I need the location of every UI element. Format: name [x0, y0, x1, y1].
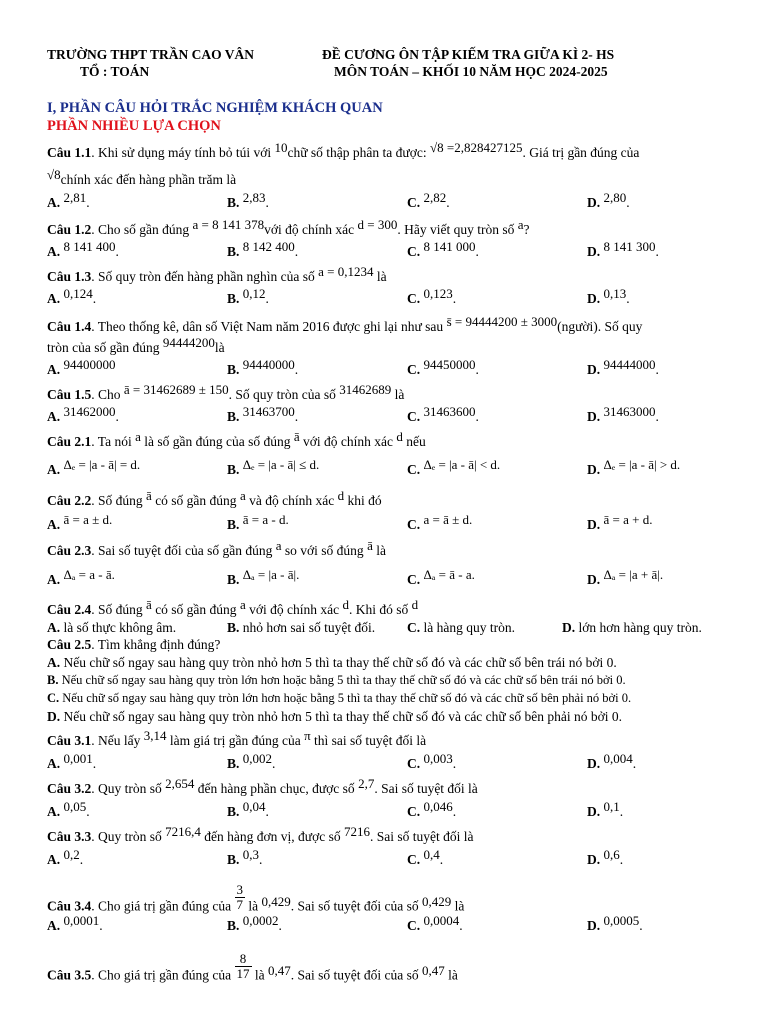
section-subheading: PHẦN NHIỀU LỰA CHỌN	[47, 118, 221, 134]
section-heading: I, PHẦN CÂU HỎI TRẮC NGHIỆM KHÁCH QUAN	[47, 100, 383, 116]
question-text: . Sai số tuyệt đối là	[374, 781, 478, 796]
math-expression: √8 =2,828427125	[429, 140, 523, 155]
options-1-5	[47, 404, 747, 425]
options-1-4	[47, 357, 747, 378]
question-text: là	[444, 967, 458, 983]
option-b: B. 2,83.	[227, 190, 269, 210]
math-expression: ā = 31462689 ± 150	[123, 382, 229, 397]
option-d: D. 94444000.	[587, 357, 659, 377]
question-text: có số gần đúng	[151, 602, 240, 617]
options-2-2	[47, 512, 747, 533]
question-text: và độ chính xác	[245, 493, 338, 508]
question-text: khi đó	[344, 493, 382, 508]
question-label: Câu 1.5	[47, 387, 92, 402]
question-text: . Sai số tuyệt đối của số gần đúng	[91, 543, 276, 558]
math-expression: 31462689	[339, 382, 392, 397]
question-text: . Cho	[91, 387, 124, 402]
question-text: . Theo thống kê, dân số Việt Nam năm 2016 được ghi lại như sau	[91, 319, 447, 334]
department-name: TỔ : TOÁN	[80, 64, 150, 79]
option-d: D. 0,6.	[587, 847, 624, 867]
question-1-4	[47, 314, 643, 334]
question-1-3	[47, 264, 387, 284]
math-expression: d	[396, 429, 403, 444]
option-d: D. 2,80.	[587, 190, 630, 210]
math-expression: a = 0,1234	[318, 264, 374, 279]
question-1-4-cont	[47, 335, 225, 355]
question-text: tròn của số gần đúng	[47, 340, 163, 355]
question-text: . Số đúng	[91, 602, 147, 617]
option-b: B. ā = a - d.	[227, 512, 289, 532]
question-text: . Sai số tuyệt đối của số	[290, 967, 422, 983]
options-3-3	[47, 847, 747, 868]
question-label: Câu 2.1	[47, 434, 92, 449]
math-expression: 7216,4	[165, 824, 201, 839]
question-text: là	[391, 387, 405, 402]
math-expression: a	[239, 488, 246, 503]
option-a: A. 0,05.	[47, 799, 90, 819]
question-text: thì sai số tuyệt đối là	[310, 733, 427, 748]
question-text: . Nếu lấy	[91, 733, 144, 748]
option-c: C. là hàng quy tròn.	[407, 620, 515, 635]
option-b: B. 31463700.	[227, 404, 299, 424]
math-expression: 3,14	[143, 728, 167, 743]
option-b: B. 0,3.	[227, 847, 263, 867]
math-expression: a = 8 141 378	[192, 217, 265, 232]
question-2-2	[47, 488, 382, 508]
question-text: . Giá trị gần đúng của	[522, 145, 640, 160]
question-text: là	[451, 898, 465, 914]
question-text: . Quy tròn số	[91, 829, 166, 844]
math-expression: a	[275, 538, 282, 553]
option-b: B. Δₐ = |a - ā|.	[227, 567, 300, 587]
question-text: . Cho giá trị gần đúng của	[91, 967, 235, 983]
options-3-2	[47, 799, 747, 820]
question-label: Câu 2.5	[47, 637, 92, 652]
question-text: là số gần đúng của số đúng	[140, 434, 294, 449]
question-label: Câu 2.4	[47, 602, 92, 617]
option-b: B. Δₑ = |a - ā| ≤ d.	[227, 457, 320, 477]
fraction: $\frac{3}{7}$	[236, 882, 243, 912]
options-1-1	[47, 190, 747, 211]
question-label: Câu 3.2	[47, 781, 92, 796]
math-expression: a	[517, 217, 524, 232]
math-expression: d = 300	[357, 217, 398, 232]
option-a: A. 2,81.	[47, 190, 90, 210]
question-2-3	[47, 538, 386, 558]
question-label: Câu 1.3	[47, 269, 92, 284]
option-d: D. lớn hơn hàng quy tròn.	[562, 620, 702, 635]
option-a: A. 0,0001.	[47, 913, 103, 933]
option-b: B. 0,002.	[227, 751, 276, 771]
option-d: D. 0,1.	[587, 799, 624, 819]
question-text: đến hàng đơn vị, được số	[200, 829, 344, 844]
question-2-5	[47, 637, 220, 652]
math-expression: 2,654	[165, 776, 195, 791]
math-expression: ā	[367, 538, 373, 553]
question-text: là	[214, 340, 225, 355]
question-text: nếu	[402, 434, 426, 449]
question-text: . Hãy viết quy tròn số	[397, 222, 518, 237]
question-3-3	[47, 824, 474, 844]
option-d: D. 0,0005.	[587, 913, 643, 933]
options-3-1	[47, 751, 747, 772]
option-d: D. 0,004.	[587, 751, 637, 771]
question-text: với độ chính xác	[264, 222, 358, 237]
math-expression: 94444200	[162, 335, 215, 350]
option-b: B. 94440000.	[227, 357, 299, 377]
question-label: Câu 3.4	[47, 898, 92, 914]
question-label: Câu 2.3	[47, 543, 92, 558]
question-text: làm giá trị gần đúng của	[166, 733, 305, 748]
question-text: chữ số thập phân ta được:	[287, 145, 430, 160]
question-text: so với số đúng	[281, 543, 368, 558]
math-expression: 10	[274, 140, 288, 155]
question-text: . Sai số tuyệt đối là	[369, 829, 474, 844]
question-label: Câu 3.1	[47, 733, 92, 748]
question-text: . Cho giá trị gần đúng của	[91, 898, 235, 914]
option-a: A. 94400000	[47, 357, 116, 377]
options-2-1	[47, 457, 747, 478]
question-text: là	[373, 269, 387, 284]
question-1-2	[47, 217, 530, 237]
option-a: A. ā = a ± d.	[47, 512, 113, 532]
option-c: C. 0,123.	[407, 286, 457, 306]
question-text: là	[251, 967, 268, 983]
question-label: Câu 1.1	[47, 145, 92, 160]
option-d: D. 8 141 300.	[587, 239, 659, 259]
option-d: D. 31463000.	[587, 404, 659, 424]
option-a: A. 0,2.	[47, 847, 84, 867]
question-text: là	[245, 898, 262, 914]
question-label: Câu 2.2	[47, 493, 92, 508]
question-text: . Tìm khẳng định đúng?	[91, 637, 221, 652]
question-2-4	[47, 597, 419, 617]
option-c: C. 94450000.	[407, 357, 479, 377]
question-text: có số gần đúng	[151, 493, 240, 508]
question-label: Câu 3.3	[47, 829, 92, 844]
math-expression: 7216	[343, 824, 370, 839]
option-a: A. 0,124.	[47, 286, 97, 306]
option-a: A. 31462000.	[47, 404, 119, 424]
math-expression: 0,47	[422, 962, 445, 978]
math-expression: 2,7	[358, 776, 375, 791]
question-3-1	[47, 728, 427, 748]
question-text: ?	[523, 222, 530, 237]
question-text: . Quy tròn số	[91, 781, 166, 796]
option-c: C. 31463600.	[407, 404, 479, 424]
option-a: A. Δₑ = |a - ā| = d.	[47, 457, 141, 477]
math-expression: d	[342, 597, 349, 612]
option-c: C. 0,003.	[407, 751, 457, 771]
question-text: đến hàng phần chục, được số	[194, 781, 359, 796]
option-b: B. Nếu chữ số ngay sau hàng quy tròn lớn hơn hoặc bằng 5 thì ta thay thế chữ số đó và các chữ số bên trái nó bởi 0.	[47, 673, 626, 687]
option-a: A. Δₐ = a - ā.	[47, 567, 115, 587]
question-label: Câu 3.5	[47, 967, 92, 983]
option-d: D. Δₐ = |a + ā|.	[587, 567, 664, 587]
math-expression: 0,47	[268, 962, 291, 978]
option-b: B. nhỏ hơn sai số tuyệt đối.	[227, 620, 376, 635]
question-text: . Khi sử dụng máy tính bỏ túi với	[91, 145, 275, 160]
question-text: . Sai số tuyệt đối của số	[290, 898, 422, 914]
question-text: với độ chính xác	[245, 602, 343, 617]
math-expression: π	[304, 728, 311, 743]
question-1-5	[47, 382, 405, 402]
question-text: chính xác đến hàng phần trăm là	[60, 172, 237, 187]
option-c: C. Δₑ = |a - ā| < d.	[407, 457, 501, 477]
math-expression: 0,429	[261, 893, 291, 909]
option-b: B. 8 142 400.	[227, 239, 299, 259]
question-text: . Ta nói	[91, 434, 136, 449]
option-c: C. 0,046.	[407, 799, 457, 819]
option-d: D. ā = a + d.	[587, 512, 653, 532]
option-c: C. a = ā ± d.	[407, 512, 473, 532]
question-label: Câu 1.4	[47, 319, 92, 334]
fraction: $\frac{8}{17}$	[236, 951, 250, 981]
math-expression: ā	[146, 488, 152, 503]
document-subtitle: MÔN TOÁN – KHỐI 10 NĂM HỌC 2024-2025	[334, 64, 608, 79]
option-d: D. 0,13.	[587, 286, 630, 306]
options-3-4	[47, 913, 747, 934]
option-b: B. 0,0002.	[227, 913, 282, 933]
question-text: . Số đúng	[91, 493, 147, 508]
math-expression: √8	[47, 167, 61, 182]
math-expression: d	[411, 597, 419, 612]
option-a: A. 0,001.	[47, 751, 97, 771]
question-3-5	[47, 951, 458, 991]
options-1-3	[47, 286, 747, 307]
option-a: A. Nếu chữ số ngay sau hàng quy tròn nhỏ hơn 5 thì ta thay thế chữ số đó và các chữ số bên trái nó bởi 0.	[47, 655, 617, 670]
option-c: C. Nếu chữ số ngay sau hàng quy tròn lớn hơn hoặc bằng 5 thì ta thay thế chữ số đó và các chữ số bên phải nó bởi 0.	[47, 691, 632, 705]
option-b: B. 0,04.	[227, 799, 269, 819]
school-name: TRƯỜNG THPT TRẦN CAO VÂN	[47, 47, 255, 62]
options-1-2	[47, 239, 747, 260]
option-c: C. Δₐ = ā - a.	[407, 567, 475, 587]
question-1-1-cont	[47, 167, 237, 187]
question-text: (người). Số quy	[557, 319, 643, 334]
option-b: B. 0,12.	[227, 286, 269, 306]
question-2-1	[47, 429, 426, 449]
question-text: . Cho số gần đúng	[91, 222, 193, 237]
document-title: ĐỀ CƯƠNG ÔN TẬP KIẾM TRA GIỮA KÌ 2- HS	[322, 47, 615, 62]
math-expression: ā	[293, 429, 300, 444]
math-expression: 0,429	[422, 893, 452, 909]
math-expression: ā	[146, 597, 152, 612]
option-c: C. 8 141 000.	[407, 239, 479, 259]
question-text: . Khi đó số	[348, 602, 412, 617]
math-expression: s̄ = 94444200 ± 3000	[446, 314, 558, 329]
question-1-1	[47, 140, 640, 160]
math-expression: a	[239, 597, 246, 612]
math-expression: d	[337, 488, 345, 503]
options-2-4	[47, 620, 747, 636]
question-text: . Số quy tròn đến hàng phần nghìn của số	[91, 269, 319, 284]
question-text: với độ chính xác	[299, 434, 397, 449]
question-label: Câu 1.2	[47, 222, 92, 237]
question-text: là	[372, 543, 386, 558]
option-a: A. là số thực không âm.	[47, 620, 177, 635]
options-2-3	[47, 567, 747, 588]
option-d: D. Nếu chữ số ngay sau hàng quy tròn nhỏ hơn 5 thì ta thay thế chữ số đó và các chữ số bên phải nó bởi 0.	[47, 709, 622, 724]
option-c: C. 0,4.	[407, 847, 444, 867]
option-c: C. 0,0004.	[407, 913, 463, 933]
question-3-2	[47, 776, 478, 796]
option-d: D. Δₑ = |a - ā| > d.	[587, 457, 681, 477]
option-c: C. 2,82.	[407, 190, 450, 210]
math-expression: a	[135, 429, 141, 444]
option-a: A. 8 141 400.	[47, 239, 119, 259]
question-text: . Số quy tròn của số	[228, 387, 340, 402]
